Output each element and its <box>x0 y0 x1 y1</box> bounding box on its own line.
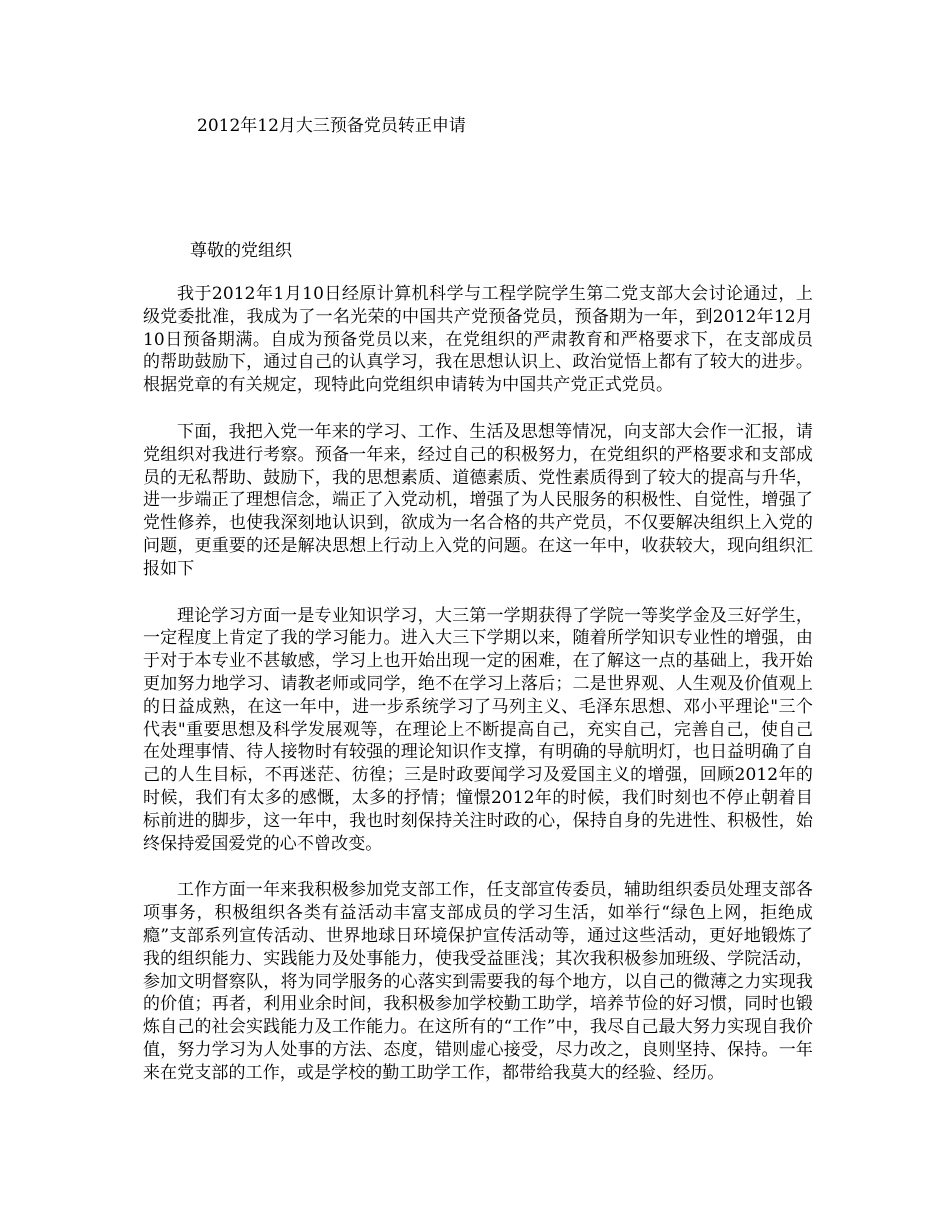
paragraph-report-intro: 下面，我把入党一年来的学习、工作、生活及思想等情况，向支部大会作一汇报，请党组织对我进行考察。预备一年来，经过自己的积极努力，在党组织的严格要求和支部成员的无私帮助、鼓励下，我的思想素质、道德素质、党性素质得到了较大的提高与升华，进一步端正了理想信念，端正了入党动机，增强了为人民服务的积极性、自觉性，增强了党性修养，也使我深刻地认识到，欲成为一名合格的共产党员，不仅要解决组织上入党的问题，更重要的还是解决思想上行动上入党的问题。在这一年中，收获较大，现向组织汇报如下 <box>143 421 813 579</box>
document-title: 2012年12月大三预备党员转正申请 <box>197 116 466 136</box>
document-body <box>143 283 813 1109</box>
paragraph-application: 我于2012年1月10日经原计算机科学与工程学院学生第二党支部大会讨论通过，上级党委批准，我成为了一名光荣的中国共产党预备党员，预备期为一年，到2012年12月10日预备期满。自成为预备党员以来，在党组织的严肃教育和严格要求下，在支部成员的帮助鼓励下，通过自己的认真学习，我在思想认识上、政治觉悟上都有了较大的进步。根据党章的有关规定，现特此向党组织申请转为中国共产党正式党员。 <box>143 284 813 396</box>
paragraph-work: 工作方面一年来我积极参加党支部工作，任支部宣传委员，辅助组织委员处理支部各项事务，积极组织各类有益活动丰富支部成员的学习生活，如举行“绿色上网，拒绝成瘾”支部系列宣传活动、世界地球日环境保护宣传活动等，通过这些活动，更好地锻炼了我的组织能力、实践能力及处事能力，使我受益匪浅；其次我积极参加班级、学院活动，参加文明督察队，将为同学服务的心落实到需要我的每个地方，以自己的微薄之力实现我的价值；再者，利用业余时间，我积极参加学校勤工助学，培养节俭的好习惯，同时也锻炼自己的社会实践能力及工作能力。在这所有的“工作”中，我尽自己最大努力实现自我价值，努力学习为人处事的方法、态度，错则虚心接受，尽力改之，良则坚持、保持。一年来在党支部的工作，或是学校的勤工助学工作，都带给我莫大的经验、经历。 <box>143 880 813 1083</box>
paragraph-theory-study: 理论学习方面一是专业知识学习，大三第一学期获得了学院一等奖学金及三好学生，一定程度上肯定了我的学习能力。进入大三下学期以来，随着所学知识专业性的增强，由于对于本专业不甚敏感，学习上也开始出现一定的困难，在了解这一点的基础上，我开始更加努力地学习、请教老师或同学，绝不在学习上落后；二是世界观、人生观及价值观上的日益成熟，在这一年中，进一步系统学习了马列主义、毛泽东思想、邓小平理论"三个代表"重要思想及科学发展观等，在理论上不断提高自己，充实自己，完善自己，使自己在处理事情、待人接物时有较强的理论知识作支撑，有明确的导航明灯，也日益明确了自己的人生目标，不再迷茫、彷徨；三是时政要闻学习及爱国主义的增强，回顾2012年的时候，我们有太多的感慨，太多的抒情；憧憬2012年的时候，我们时刻也不停止朝着目标前进的脚步，这一年中，我也时刻保持关注时政的心，保持自身的先进性、积极性，始终保持爱国爱党的心不曾改变。 <box>143 605 813 854</box>
salutation: 尊敬的党组织 <box>190 241 292 261</box>
